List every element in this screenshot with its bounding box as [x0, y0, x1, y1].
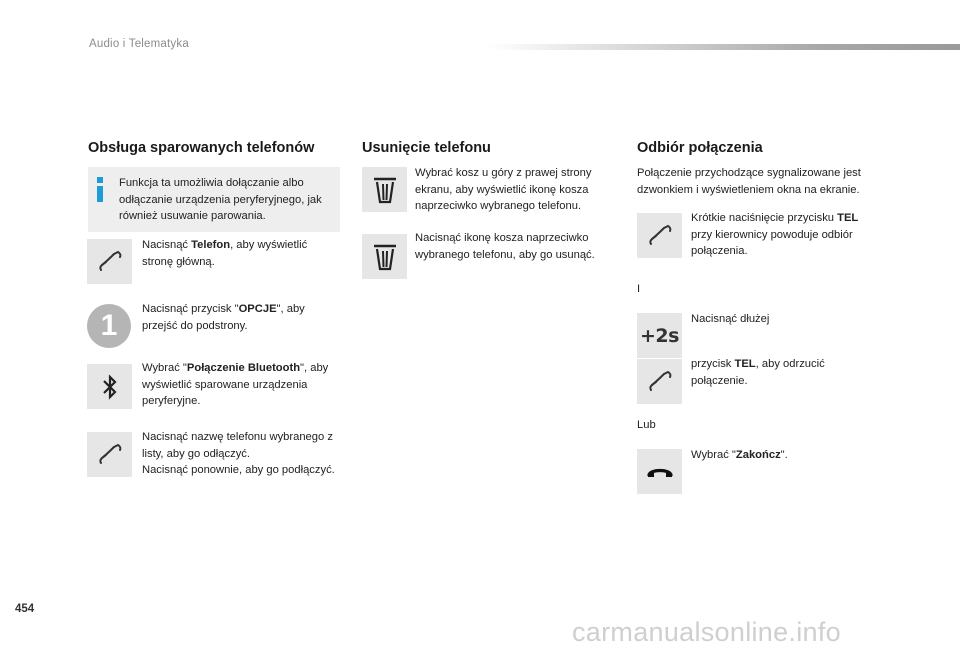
long-press-2s-icon: +2s: [640, 324, 679, 347]
page-number: 454: [15, 603, 35, 615]
phone-handset-icon: [97, 442, 123, 468]
heading-delete-phone: Usunięcie telefonu: [362, 140, 491, 156]
heading-answer-call: Odbiór połączenia: [637, 140, 763, 156]
phone-handset-icon: [647, 369, 673, 395]
bluetooth-icon: [99, 372, 121, 402]
trash-button[interactable]: [362, 167, 407, 212]
trash-phone-button[interactable]: [362, 234, 407, 279]
phone-handset-icon: [647, 223, 673, 249]
step-disconnect: Nacisnąć nazwę telefonu wybranego z listy, aby go odłączyć. Nacisnąć ponownie, aby go podłączyć.: [142, 431, 335, 476]
step-delete: Nacisnąć ikonę kosza naprzeciwko wybranego telefonu, aby go usunąć.: [415, 232, 595, 261]
section-title: Audio i Telematyka: [89, 38, 189, 50]
long-press-indicator: [637, 313, 682, 358]
step-bluetooth: Wybrać "Połączenie Bluetooth", aby wyświetlić sparowane urządzenia peryferyjne.: [142, 362, 329, 407]
info-text: Funkcja ta umożliwia dołączanie albo odłączanie urządzenia peryferyjnego, jak również usuwanie parowania.: [119, 177, 322, 222]
tel-button[interactable]: [637, 213, 682, 258]
hang-up-icon: [646, 465, 674, 479]
info-icon: [96, 177, 106, 203]
end-call-button[interactable]: [637, 449, 682, 494]
step-end-call: Wybrać "Zakończ".: [691, 449, 788, 461]
header-bar: [488, 44, 960, 50]
bluetooth-button[interactable]: [87, 364, 132, 409]
phone-handset-icon: [97, 249, 123, 275]
step-long-press: Nacisnąć dłużej: [691, 313, 770, 325]
tel-reject-button[interactable]: [637, 359, 682, 404]
call-intro: Połączenie przychodzące sygnalizowane jest dzwonkiem i wyświetleniem okna na ekranie.: [637, 167, 861, 196]
or-separator-2: Lub: [637, 419, 656, 431]
heading-paired-phones: Obsługa sparowanych telefonów: [88, 140, 315, 156]
step-select-trash: Wybrać kosz u góry z prawej strony ekranu, aby wyświetlić ikonę kosza naprzeciwko wybranego telefonu.: [415, 167, 592, 212]
phone-name-button[interactable]: [87, 432, 132, 477]
watermark: carmanualsonline.info: [572, 617, 841, 647]
step-telefon: Nacisnąć Telefon, aby wyświetlić stronę główną.: [142, 239, 308, 268]
trash-icon: [372, 243, 398, 271]
step-short-press: Krótkie naciśnięcie przycisku TEL przy kierownicy powoduje odbiór połączenia.: [691, 212, 859, 257]
step-number-badge: 1: [87, 304, 131, 348]
or-separator-1: I: [637, 283, 641, 295]
trash-icon: [372, 176, 398, 204]
phone-button[interactable]: [87, 239, 132, 284]
step-reject: przycisk TEL, aby odrzucić połączenie.: [691, 358, 825, 387]
step-opcje: Nacisnąć przycisk "OPCJE", aby przejść do podstrony.: [142, 303, 305, 332]
info-box: [88, 167, 340, 232]
